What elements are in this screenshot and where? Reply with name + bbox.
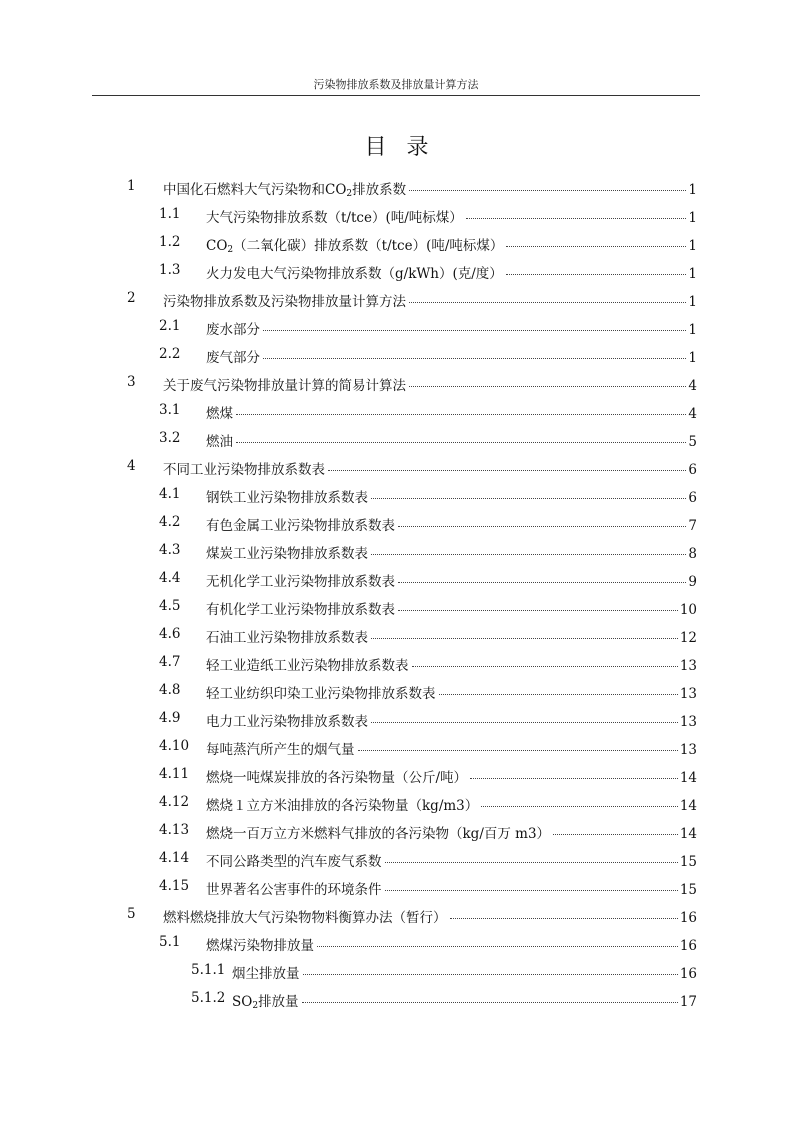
toc-dot-leader <box>303 974 678 975</box>
toc-entry-number: 5.1.2 <box>191 990 226 1006</box>
toc-entry-number: 4.7 <box>159 654 181 670</box>
toc-entry-title: 不同公路类型的汽车废气系数 <box>206 854 382 870</box>
toc-page-number: 4 <box>688 378 697 394</box>
toc-page-number: 14 <box>679 798 697 814</box>
toc-page-number: 9 <box>688 574 697 590</box>
toc-entry-number: 4 <box>127 458 136 474</box>
toc-dot-leader <box>398 526 686 527</box>
toc-entry-title: 污染物排放系数及污染物排放量计算方法 <box>163 294 406 310</box>
toc-dot-leader <box>385 890 678 891</box>
toc-entry-title: 关于废气污染物排放量计算的简易计算法 <box>163 378 406 394</box>
toc-entry[interactable] <box>0 928 793 956</box>
toc-entry-number: 4.10 <box>159 738 190 754</box>
toc-entry-number: 4.2 <box>159 514 181 530</box>
toc-page-number: 16 <box>679 910 697 926</box>
toc-entry-title: 燃烧一吨煤炭排放的各污染物量（公斤/吨） <box>206 770 468 786</box>
toc-entry-number: 4.8 <box>159 682 181 698</box>
toc-entry[interactable] <box>0 900 793 928</box>
toc-entry-number: 2.1 <box>159 318 181 334</box>
toc-dot-leader <box>236 442 686 443</box>
toc-entry[interactable] <box>0 704 793 732</box>
toc-entry[interactable] <box>0 592 793 620</box>
toc-page-number: 1 <box>688 294 697 310</box>
toc-entry-title: 煤炭工业污染物排放系数表 <box>206 546 368 562</box>
toc-entry-title: 燃煤污染物排放量 <box>206 938 314 954</box>
toc-dot-leader <box>409 190 686 191</box>
toc-dot-leader <box>302 1002 678 1003</box>
toc-entry-number: 1.1 <box>159 206 181 222</box>
toc-entry-number: 5 <box>127 906 136 922</box>
toc-entry-title: 燃料燃烧排放大气污染物物料衡算办法（暂行） <box>163 910 447 926</box>
toc-entry-title: 燃煤 <box>206 406 233 422</box>
toc-page-number: 12 <box>679 630 697 646</box>
toc-dot-leader <box>398 610 678 611</box>
toc-page-number: 13 <box>679 714 697 730</box>
toc-entry[interactable] <box>0 256 793 284</box>
toc-entry[interactable] <box>0 368 793 396</box>
toc-entry-title: 钢铁工业污染物排放系数表 <box>206 490 368 506</box>
toc-entry-title: 火力发电大气污染物排放系数（g/kWh）(克/度） <box>206 266 503 282</box>
toc-entry-number: 3.1 <box>159 402 181 418</box>
toc-entry-title: 废水部分 <box>206 322 260 338</box>
toc-entry[interactable] <box>0 508 793 536</box>
toc-entry-number: 4.9 <box>159 710 181 726</box>
toc-page-number: 1 <box>688 182 697 198</box>
toc-entry-number: 4.4 <box>159 570 181 586</box>
toc-page-number: 8 <box>688 546 697 562</box>
toc-dot-leader <box>450 918 678 919</box>
toc-entry[interactable] <box>0 956 793 984</box>
toc-dot-leader <box>317 946 678 947</box>
toc-entry[interactable] <box>0 732 793 760</box>
toc-entry-number: 4.5 <box>159 598 181 614</box>
toc-page-number: 13 <box>679 686 697 702</box>
toc-entry-title: 世界著名公害事件的环境条件 <box>206 882 382 898</box>
toc-dot-leader <box>481 806 678 807</box>
toc-entry-number: 1.3 <box>159 262 181 278</box>
toc-entry[interactable] <box>0 228 793 256</box>
toc-page-number: 1 <box>688 322 697 338</box>
toc-dot-leader <box>263 330 686 331</box>
toc-entry[interactable] <box>0 536 793 564</box>
toc-dot-leader <box>439 694 678 695</box>
toc-entry[interactable] <box>0 844 793 872</box>
toc-dot-leader <box>328 470 686 471</box>
toc-dot-leader <box>506 274 687 275</box>
toc-entry[interactable] <box>0 452 793 480</box>
toc-page-number: 1 <box>688 350 697 366</box>
toc-entry[interactable] <box>0 620 793 648</box>
toc-entry[interactable] <box>0 788 793 816</box>
toc-title: 目录 <box>364 135 449 160</box>
toc-entry[interactable] <box>0 284 793 312</box>
toc-entry-title: 石油工业污染物排放系数表 <box>206 630 368 646</box>
toc-page-number: 15 <box>679 882 697 898</box>
toc-page-number: 16 <box>679 966 697 982</box>
toc-dot-leader <box>358 750 678 751</box>
toc-dot-leader <box>466 218 687 219</box>
toc-entry-title: 废气部分 <box>206 350 260 366</box>
toc-entry-title: 中国化石燃料大气污染物和$CO_2$排放系数 <box>163 182 407 199</box>
toc-entry[interactable] <box>0 872 793 900</box>
toc-dot-leader <box>412 666 678 667</box>
toc-entry-title: $CO_2$（二氧化碳）排放系数（t/tce）(吨/吨标煤） <box>206 238 504 255</box>
toc-dot-leader <box>371 554 686 555</box>
running-header: 污染物排放系数及排放量计算方法 <box>313 78 479 91</box>
toc-entry-title: 每吨蒸汽所产生的烟气量 <box>206 742 355 758</box>
toc-entry-title: 轻工业纺织印染工业污染物排放系数表 <box>206 686 436 702</box>
toc-entry[interactable] <box>0 172 793 200</box>
toc-entry[interactable] <box>0 424 793 452</box>
toc-dot-leader <box>506 246 686 247</box>
toc-entry[interactable] <box>0 760 793 788</box>
toc-dot-leader <box>470 778 678 779</box>
header-rule <box>92 95 700 96</box>
toc-page-number: 10 <box>679 602 697 618</box>
toc-entry[interactable] <box>0 396 793 424</box>
toc-entry[interactable] <box>0 676 793 704</box>
toc-entry-number: 5.1.1 <box>191 962 226 978</box>
toc-page-number: 17 <box>679 994 697 1010</box>
toc-dot-leader <box>409 386 686 387</box>
toc-entry-number: 3 <box>127 374 136 390</box>
toc-entry-number: 4.12 <box>159 794 190 810</box>
toc-page-number: 13 <box>679 658 697 674</box>
toc-entry-title: 不同工业污染物排放系数表 <box>163 462 325 478</box>
toc-dot-leader <box>371 638 678 639</box>
toc-page-number: 14 <box>679 826 697 842</box>
toc-dot-leader <box>236 414 686 415</box>
toc-page-number: 1 <box>688 266 697 282</box>
toc-entry-title: 燃烧一百万立方米燃料气排放的各污染物（kg/百万 m3） <box>206 826 551 842</box>
toc-entry[interactable] <box>0 200 793 228</box>
toc-page-number: 6 <box>688 462 697 478</box>
toc-dot-leader <box>553 834 678 835</box>
toc-entry[interactable] <box>0 648 793 676</box>
table-of-contents <box>0 172 793 1012</box>
toc-entry-number: 4.1 <box>159 486 181 502</box>
toc-entry-number: 4.13 <box>159 822 190 838</box>
toc-entry-number: 4.6 <box>159 626 181 642</box>
toc-page-number: 6 <box>688 490 697 506</box>
toc-entry-number: 4.3 <box>159 542 181 558</box>
toc-entry[interactable] <box>0 340 793 368</box>
toc-entry[interactable] <box>0 312 793 340</box>
toc-entry-number: 2 <box>127 290 136 306</box>
toc-entry-number: 1 <box>127 178 136 194</box>
toc-page-number: 4 <box>688 406 697 422</box>
toc-entry-number: 3.2 <box>159 430 181 446</box>
toc-entry[interactable] <box>0 984 793 1012</box>
toc-dot-leader <box>409 302 686 303</box>
toc-entry-title: 燃烧１立方米油排放的各污染物量（kg/m3） <box>206 798 479 814</box>
toc-entry-number: 4.11 <box>159 766 190 782</box>
toc-entry[interactable] <box>0 480 793 508</box>
toc-entry-number: 1.2 <box>159 234 181 250</box>
toc-page-number: 1 <box>688 238 697 254</box>
toc-entry-title: 轻工业造纸工业污染物排放系数表 <box>206 658 409 674</box>
toc-entry-number: 4.14 <box>159 850 190 866</box>
toc-dot-leader <box>371 498 686 499</box>
toc-page-number: 15 <box>679 854 697 870</box>
toc-page-number: 14 <box>679 770 697 786</box>
toc-page-number: 13 <box>679 742 697 758</box>
toc-page-number: 1 <box>688 210 697 226</box>
toc-entry-title: 有色金属工业污染物排放系数表 <box>206 518 395 534</box>
toc-page-number: 7 <box>688 518 697 534</box>
toc-dot-leader <box>263 358 686 359</box>
toc-page-number: 5 <box>688 434 697 450</box>
toc-entry-title: 电力工业污染物排放系数表 <box>206 714 368 730</box>
toc-entry-title: 有机化学工业污染物排放系数表 <box>206 602 395 618</box>
toc-dot-leader <box>398 582 686 583</box>
toc-entry-title: 燃油 <box>206 434 233 450</box>
toc-entry[interactable] <box>0 564 793 592</box>
toc-entry-title: 无机化学工业污染物排放系数表 <box>206 574 395 590</box>
toc-entry-title: 烟尘排放量 <box>232 966 300 982</box>
toc-entry-title: $SO_2$排放量 <box>232 994 299 1011</box>
toc-entry-title: 大气污染物排放系数（t/tce）(吨/吨标煤） <box>206 210 463 226</box>
toc-entry[interactable] <box>0 816 793 844</box>
toc-dot-leader <box>385 862 678 863</box>
toc-dot-leader <box>371 722 678 723</box>
toc-entry-number: 4.15 <box>159 878 190 894</box>
toc-entry-number: 5.1 <box>159 934 181 950</box>
toc-page-number: 16 <box>679 938 697 954</box>
toc-entry-number: 2.2 <box>159 346 181 362</box>
